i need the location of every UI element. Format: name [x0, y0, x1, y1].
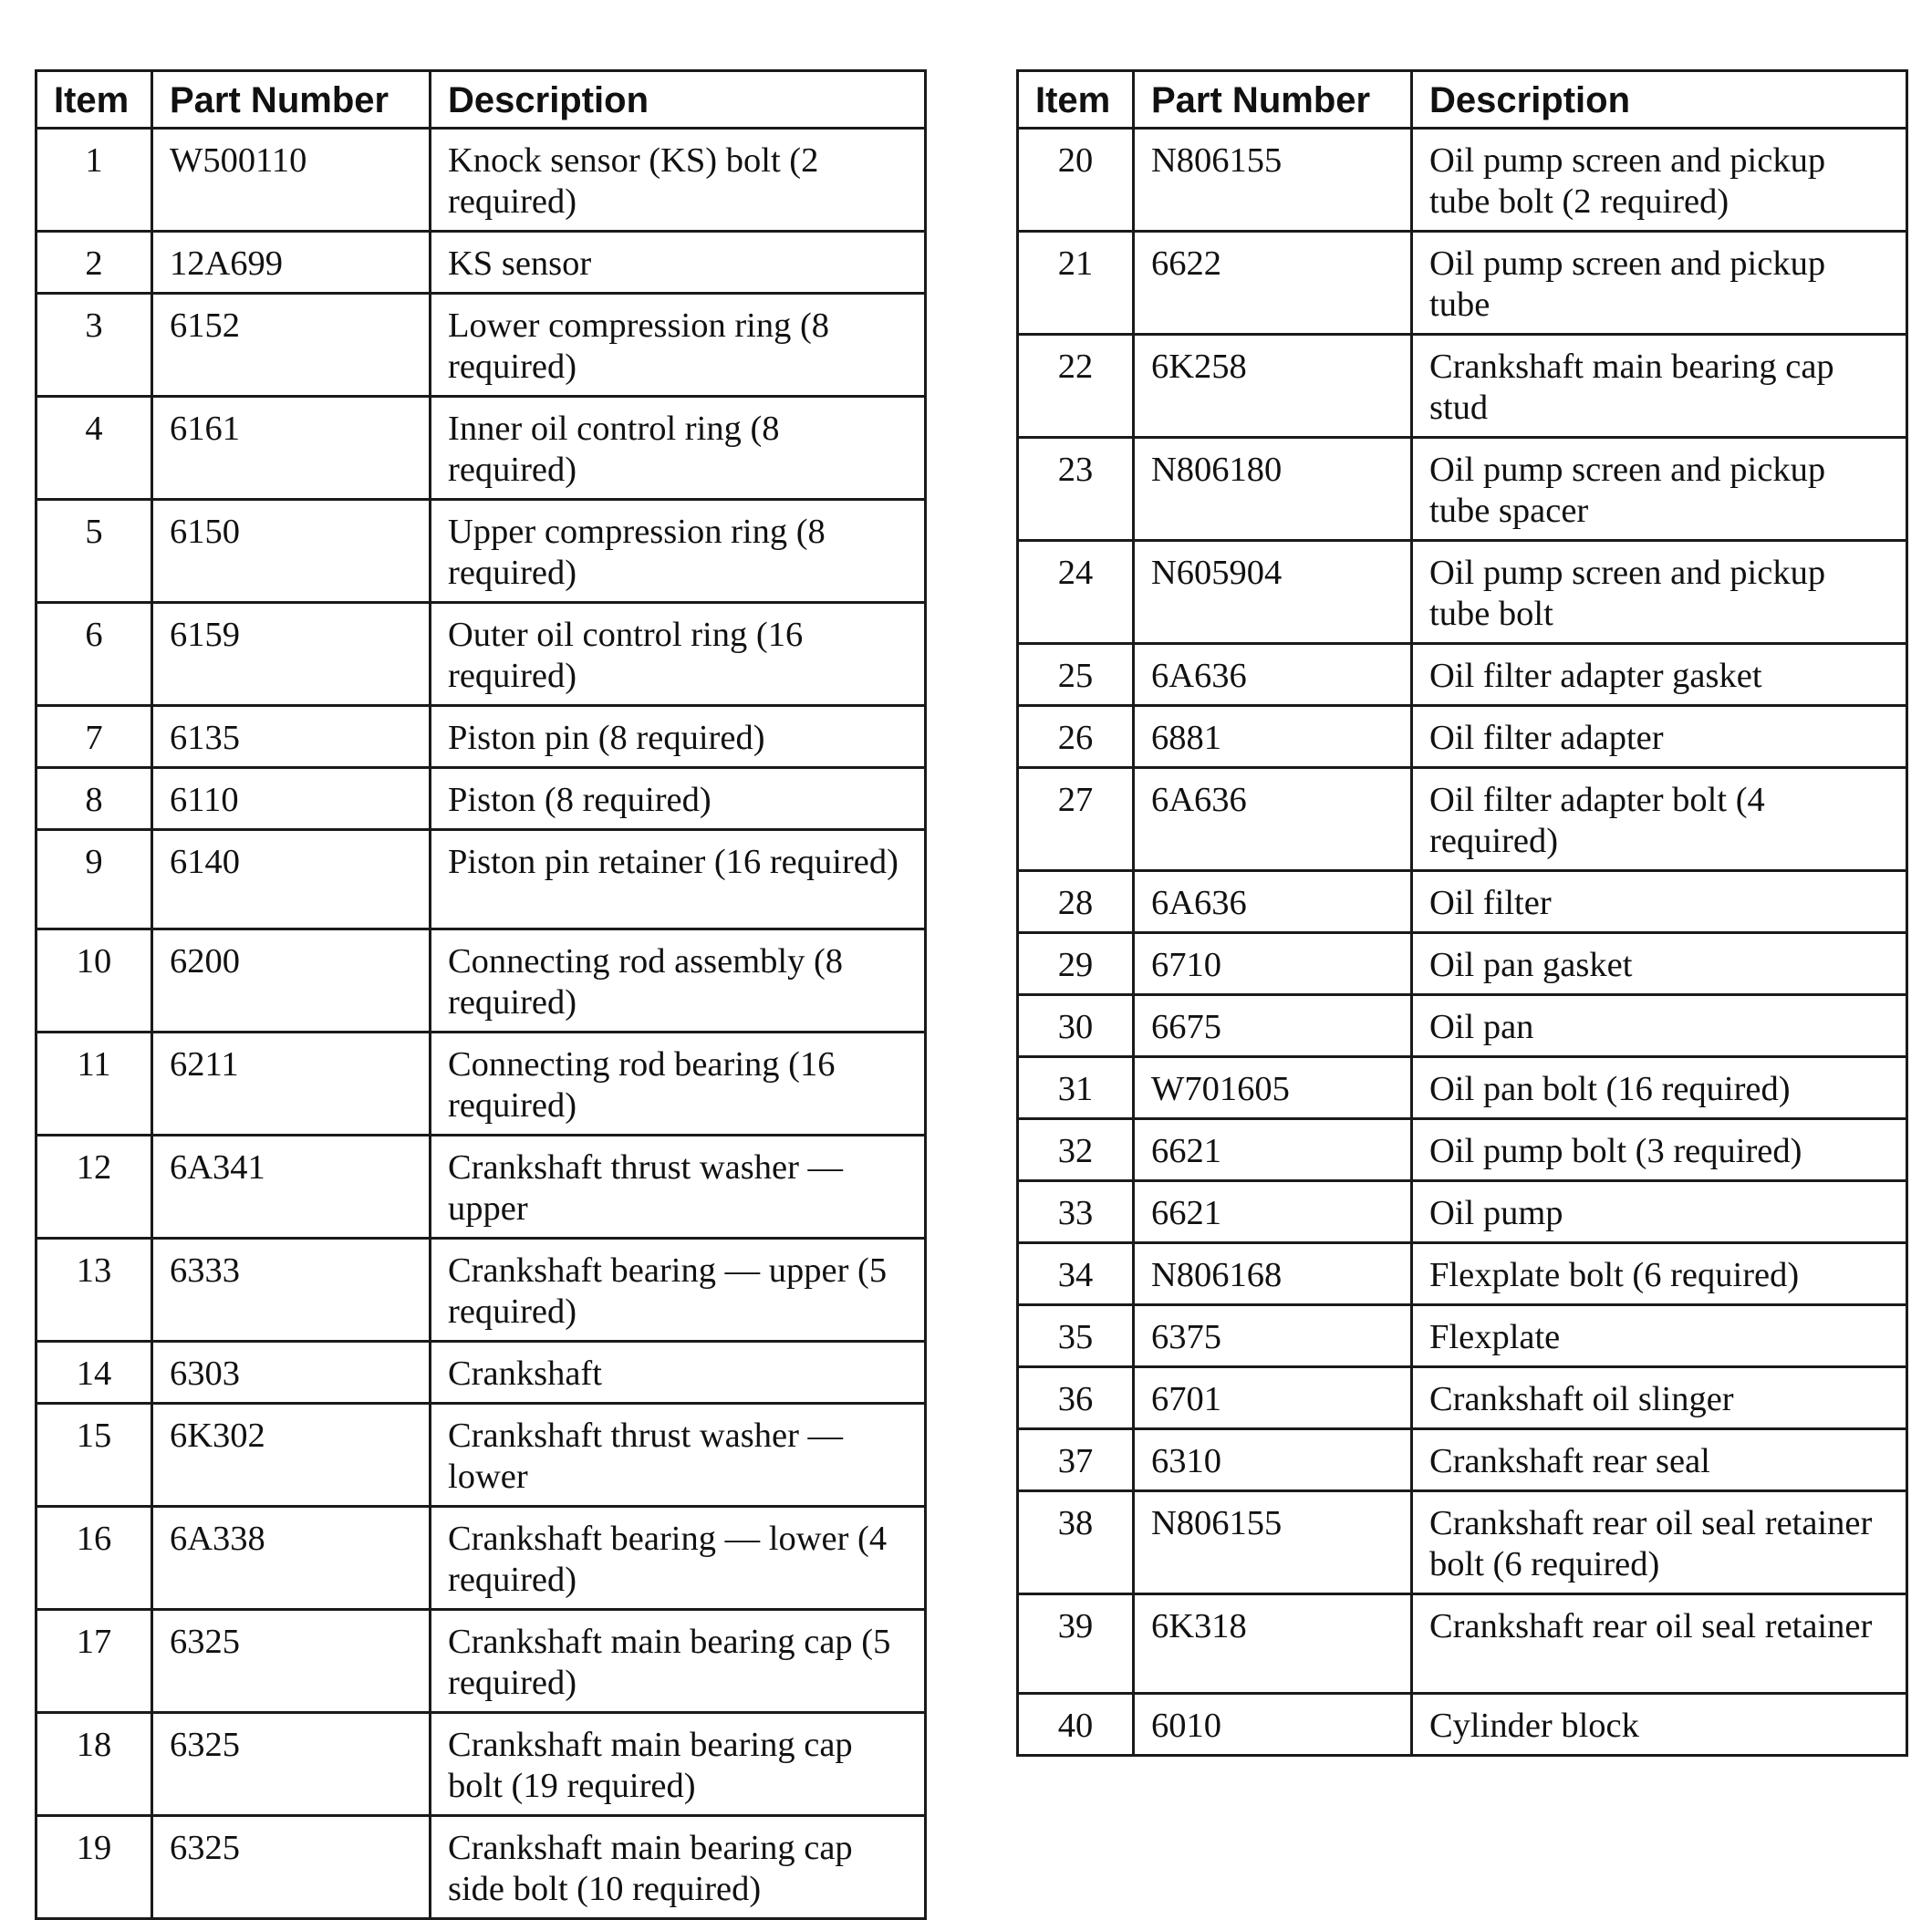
item-cell: 3 [36, 294, 152, 397]
item-cell: 39 [1018, 1594, 1134, 1694]
item-cell: 8 [36, 768, 152, 830]
description-cell: Oil pump [1412, 1181, 1907, 1243]
part-number-cell: 6622 [1134, 232, 1412, 335]
part-number-cell: 6159 [152, 603, 431, 706]
header-part-number: Part Number [1134, 71, 1412, 129]
part-number-cell: 6K302 [152, 1404, 431, 1507]
description-cell: Crankshaft thrust washer — upper [431, 1136, 926, 1239]
table-row [36, 397, 926, 500]
description-cell: Crankshaft thrust washer — lower [431, 1404, 926, 1507]
part-number-cell: 6135 [152, 706, 431, 768]
description-cell: Upper compression ring (8 required) [431, 500, 926, 603]
item-cell: 19 [36, 1816, 152, 1919]
table-row [1018, 1243, 1907, 1305]
description-cell: Oil pan bolt (16 required) [1412, 1057, 1907, 1119]
item-cell: 9 [36, 830, 152, 929]
description-cell: Crankshaft oil slinger [1412, 1367, 1907, 1429]
item-cell: 10 [36, 929, 152, 1033]
part-number-cell: 6152 [152, 294, 431, 397]
item-cell: 21 [1018, 232, 1134, 335]
part-number-cell: 6675 [1134, 995, 1412, 1057]
table-row [1018, 1057, 1907, 1119]
item-cell: 24 [1018, 541, 1134, 644]
part-number-cell: N806168 [1134, 1243, 1412, 1305]
item-cell: 29 [1018, 933, 1134, 995]
description-cell: Oil filter [1412, 871, 1907, 933]
item-cell: 11 [36, 1033, 152, 1136]
table-row [36, 129, 926, 232]
item-cell: 23 [1018, 438, 1134, 541]
header-part-number: Part Number [152, 71, 431, 129]
part-number-cell: 6110 [152, 768, 431, 830]
part-number-cell: 6710 [1134, 933, 1412, 995]
part-number-cell: 6325 [152, 1610, 431, 1713]
table-row [36, 232, 926, 294]
description-cell: Crankshaft [431, 1342, 926, 1404]
part-number-cell: N605904 [1134, 541, 1412, 644]
table-row [36, 1342, 926, 1404]
part-number-cell: 6161 [152, 397, 431, 500]
item-cell: 4 [36, 397, 152, 500]
item-cell: 22 [1018, 335, 1134, 438]
table-row [36, 1239, 926, 1342]
item-cell: 28 [1018, 871, 1134, 933]
description-cell: Crankshaft main bearing cap (5 required) [431, 1610, 926, 1713]
item-cell: 18 [36, 1713, 152, 1816]
table-row [1018, 768, 1907, 871]
table-row [1018, 541, 1907, 644]
table-row [1018, 706, 1907, 768]
table-row [36, 1713, 926, 1816]
table-row [36, 1816, 926, 1919]
description-cell: Oil filter adapter bolt (4 required) [1412, 768, 1907, 871]
table-row [36, 500, 926, 603]
item-cell: 37 [1018, 1429, 1134, 1491]
table-row [1018, 1119, 1907, 1181]
description-cell: Oil pump screen and pickup tube bolt (2 required) [1412, 129, 1907, 232]
item-cell: 31 [1018, 1057, 1134, 1119]
item-cell: 25 [1018, 644, 1134, 706]
table-row [1018, 644, 1907, 706]
description-cell: Oil filter adapter [1412, 706, 1907, 768]
description-cell: Flexplate [1412, 1305, 1907, 1367]
item-cell: 17 [36, 1610, 152, 1713]
description-cell: Oil pump screen and pickup tube bolt [1412, 541, 1907, 644]
description-cell: Crankshaft rear seal [1412, 1429, 1907, 1491]
item-cell: 32 [1018, 1119, 1134, 1181]
table-row [36, 1136, 926, 1239]
part-number-cell: 6A341 [152, 1136, 431, 1239]
item-cell: 12 [36, 1136, 152, 1239]
table-row [1018, 1491, 1907, 1594]
item-cell: 36 [1018, 1367, 1134, 1429]
item-cell: 35 [1018, 1305, 1134, 1367]
description-cell: Crankshaft rear oil seal retainer bolt (6 required) [1412, 1491, 1907, 1594]
part-number-cell: 6375 [1134, 1305, 1412, 1367]
part-number-cell: 6010 [1134, 1694, 1412, 1756]
table-row [36, 929, 926, 1033]
table-row [1018, 1429, 1907, 1491]
part-number-cell: 6881 [1134, 706, 1412, 768]
part-number-cell: 6150 [152, 500, 431, 603]
description-cell: Crankshaft rear oil seal retainer [1412, 1594, 1907, 1694]
table-row [1018, 232, 1907, 335]
description-cell: Oil pump screen and pickup tube [1412, 232, 1907, 335]
table-row [36, 603, 926, 706]
item-cell: 38 [1018, 1491, 1134, 1594]
table-row [36, 768, 926, 830]
table-row [1018, 933, 1907, 995]
table-row [1018, 1367, 1907, 1429]
item-cell: 7 [36, 706, 152, 768]
description-cell: Outer oil control ring (16 required) [431, 603, 926, 706]
table-row [1018, 1181, 1907, 1243]
part-number-cell: N806180 [1134, 438, 1412, 541]
description-cell: Lower compression ring (8 required) [431, 294, 926, 397]
description-cell: Crankshaft bearing — lower (4 required) [431, 1507, 926, 1610]
parts-table-right [1016, 69, 1908, 1757]
item-cell: 30 [1018, 995, 1134, 1057]
description-cell: Knock sensor (KS) bolt (2 required) [431, 129, 926, 232]
description-cell: Piston (8 required) [431, 768, 926, 830]
part-number-cell: 6325 [152, 1713, 431, 1816]
table-row [36, 1033, 926, 1136]
description-cell: Connecting rod bearing (16 required) [431, 1033, 926, 1136]
part-number-cell: 6K258 [1134, 335, 1412, 438]
item-cell: 2 [36, 232, 152, 294]
table-row [36, 1610, 926, 1713]
table-row [36, 1404, 926, 1507]
part-number-cell: 6621 [1134, 1119, 1412, 1181]
part-number-cell: 6325 [152, 1816, 431, 1919]
table-row [36, 706, 926, 768]
item-cell: 20 [1018, 129, 1134, 232]
item-cell: 27 [1018, 768, 1134, 871]
part-number-cell: 6A636 [1134, 644, 1412, 706]
item-cell: 34 [1018, 1243, 1134, 1305]
part-number-cell: 6621 [1134, 1181, 1412, 1243]
part-number-cell: 6140 [152, 830, 431, 929]
part-number-cell: 6A636 [1134, 768, 1412, 871]
description-cell: Crankshaft main bearing cap stud [1412, 335, 1907, 438]
item-cell: 5 [36, 500, 152, 603]
table-row [36, 1507, 926, 1610]
table-row [36, 830, 926, 929]
item-cell: 13 [36, 1239, 152, 1342]
item-cell: 14 [36, 1342, 152, 1404]
description-cell: Crankshaft bearing — upper (5 required) [431, 1239, 926, 1342]
table-header-row [1018, 71, 1907, 129]
part-number-cell: 6200 [152, 929, 431, 1033]
description-cell: KS sensor [431, 232, 926, 294]
item-cell: 6 [36, 603, 152, 706]
table-header-row [36, 71, 926, 129]
part-number-cell: 6701 [1134, 1367, 1412, 1429]
table-row [1018, 871, 1907, 933]
table-row [1018, 1694, 1907, 1756]
part-number-cell: W500110 [152, 129, 431, 232]
description-cell: Oil pump bolt (3 required) [1412, 1119, 1907, 1181]
header-item: Item [1018, 71, 1134, 129]
item-cell: 1 [36, 129, 152, 232]
part-number-cell: 6303 [152, 1342, 431, 1404]
table-row [1018, 335, 1907, 438]
table-row [1018, 995, 1907, 1057]
part-number-cell: W701605 [1134, 1057, 1412, 1119]
description-cell: Inner oil control ring (8 required) [431, 397, 926, 500]
description-cell: Oil pump screen and pickup tube spacer [1412, 438, 1907, 541]
header-description: Description [431, 71, 926, 129]
part-number-cell: 12A699 [152, 232, 431, 294]
item-cell: 40 [1018, 1694, 1134, 1756]
description-cell: Flexplate bolt (6 required) [1412, 1243, 1907, 1305]
parts-table-left [35, 69, 927, 1920]
table-row [36, 294, 926, 397]
item-cell: 33 [1018, 1181, 1134, 1243]
description-cell: Piston pin retainer (16 required) [431, 830, 926, 929]
header-item: Item [36, 71, 152, 129]
part-number-cell: 6K318 [1134, 1594, 1412, 1694]
part-number-cell: N806155 [1134, 1491, 1412, 1594]
description-cell: Oil pan gasket [1412, 933, 1907, 995]
part-number-cell: 6333 [152, 1239, 431, 1342]
item-cell: 26 [1018, 706, 1134, 768]
description-cell: Oil pan [1412, 995, 1907, 1057]
part-number-cell: 6A636 [1134, 871, 1412, 933]
description-cell: Cylinder block [1412, 1694, 1907, 1756]
part-number-cell: N806155 [1134, 129, 1412, 232]
item-cell: 15 [36, 1404, 152, 1507]
description-cell: Piston pin (8 required) [431, 706, 926, 768]
item-cell: 16 [36, 1507, 152, 1610]
header-description: Description [1412, 71, 1907, 129]
description-cell: Connecting rod assembly (8 required) [431, 929, 926, 1033]
table-row [1018, 438, 1907, 541]
part-number-cell: 6310 [1134, 1429, 1412, 1491]
description-cell: Oil filter adapter gasket [1412, 644, 1907, 706]
table-row [1018, 129, 1907, 232]
description-cell: Crankshaft main bearing cap bolt (19 required) [431, 1713, 926, 1816]
table-row [1018, 1594, 1907, 1694]
table-row [1018, 1305, 1907, 1367]
description-cell: Crankshaft main bearing cap side bolt (10 required) [431, 1816, 926, 1919]
part-number-cell: 6211 [152, 1033, 431, 1136]
part-number-cell: 6A338 [152, 1507, 431, 1610]
